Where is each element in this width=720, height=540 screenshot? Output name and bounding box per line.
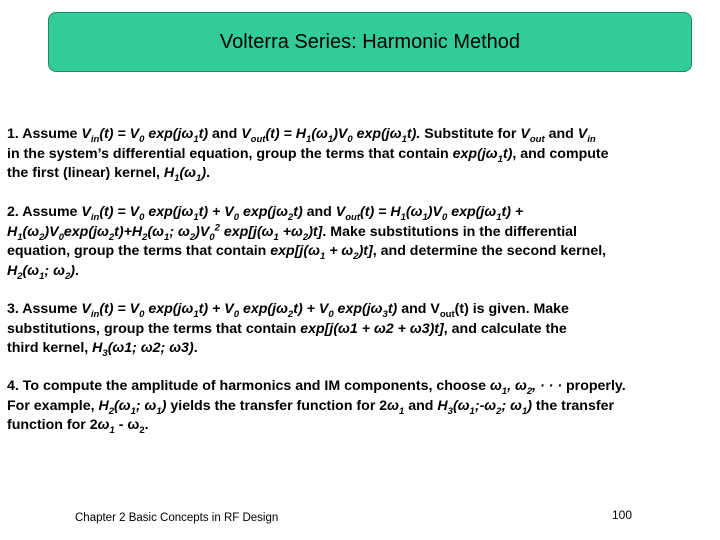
step-3-paragraph: 3. Assume $V_{in}(t) = V_0$ $\exp(j\omega_1t) + V_0$ $\exp(j\omega_2t) + V_0$ $\exp(j\omega_3t)$ and $V_{out}(t)$ is given. Make substitutions, group the terms that contain exp[j(ω1 + ω2 + ω3)t], and calculate the third kernel, $H_3(\omega 1$; ω2; ω3). bbox=[7, 301, 569, 359]
step-4-paragraph: 4. To compute the amplitude of harmonics and IM components, choose $\omega_1$, $\omega_2$, · · · properly. For example, $H_2(\omega_1$; $\omega_1$) yields the transfer function for $2\omega_1$ and $H_3(\omega_1;-\omega_2$; $\omega_1$) the transfer function for $2\omega_1 - \omega_2$. bbox=[7, 378, 626, 436]
title-box bbox=[48, 12, 692, 72]
step-2-paragraph: 2. Assume $V_{in}(t) = V_0$ $\exp(j\omega_1t) + V_0$ $\exp(j\omega_2t)$ and $V_{out}(t) = H_1(\omega_1)V_0$ $\exp(j\omega_1t)$ + $H_1(\omega_2)V_0\exp(j\omega_2t)+H_2(\omega_1$; $\omega_2)V_0^2$ $\exp[j(\omega_1 +\omega_2)t]$. Make substitutions in the differential equation, group the terms that contain $\exp[j(\omega_1 + \omega_2)t]$, and determine the second kernel, $H_2(\omega_1$; $\omega_2$). bbox=[7, 204, 607, 282]
step-1-paragraph: 1. Assume $V_{in}(t) = V_0$ $\exp(j\omega_1t)$ and $V_{out}(t) = H_1(\omega_1)V_0$ $\exp(j\omega_1t)$. Substitute for $V_{out}$ and $V_{in}$ in the system’s differential equation, group the terms that contain $\exp(j\omega_1t)$, and compute the first (linear) kernel, $H_1(\omega_1)$. bbox=[7, 126, 609, 184]
slide-title: Volterra Series: Harmonic Method bbox=[219, 30, 521, 53]
page-number: 100 bbox=[612, 508, 633, 522]
footer-text: Chapter 2 Basic Concepts in RF Design bbox=[75, 512, 279, 524]
